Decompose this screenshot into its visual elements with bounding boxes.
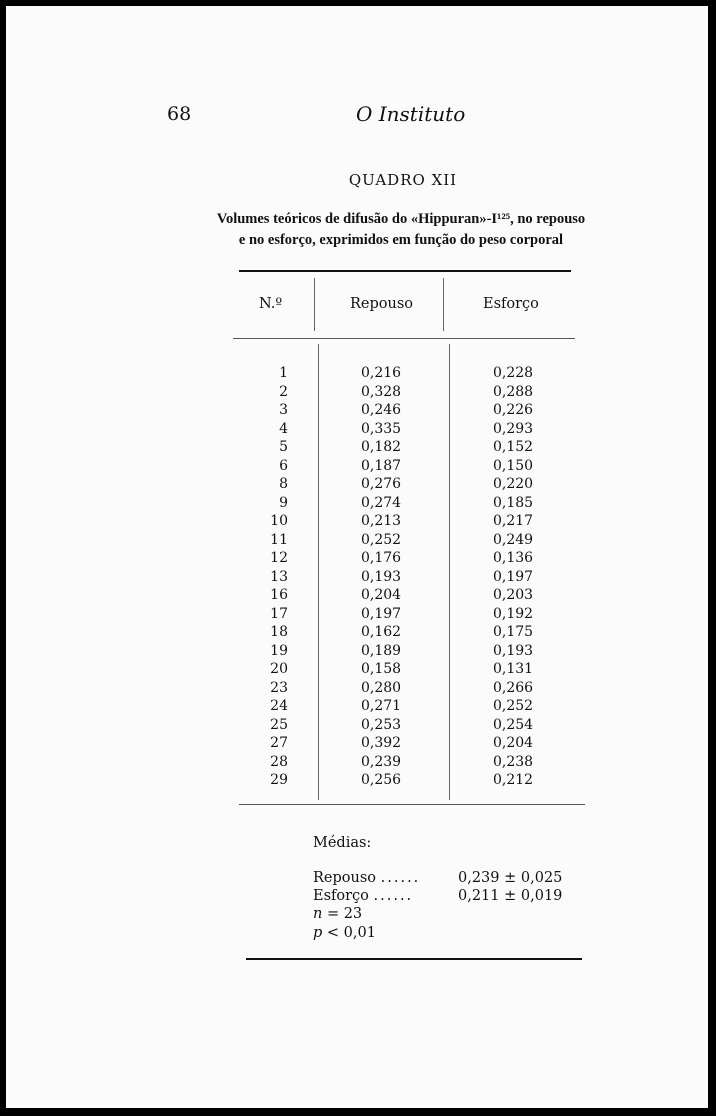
table-row [6, 734, 708, 753]
page-number: 68 [167, 103, 192, 125]
row-number: 5 [279, 439, 288, 455]
row-number: 9 [279, 494, 288, 511]
esforco-value: 0,203 [493, 587, 534, 603]
repouso-value: 0,239 [361, 753, 402, 770]
esforco-value: 0,136 [493, 550, 534, 566]
row-number: 25 [270, 716, 288, 733]
row-number: 27 [270, 735, 288, 751]
row-number: 23 [270, 679, 288, 696]
running-header: O Instituto [356, 102, 466, 126]
repouso-value: 0,197 [361, 605, 402, 622]
esforco-value: 0,131 [493, 661, 534, 677]
esforco-value: 0,266 [493, 679, 534, 696]
esforco-value: 0,193 [493, 642, 534, 659]
table-header-rule [233, 338, 575, 339]
table-row [6, 586, 708, 605]
mean-repouso-label: Repouso [313, 870, 377, 886]
esforco-value: 0,249 [493, 531, 534, 548]
row-number: 1 [279, 365, 288, 381]
row-number: 19 [270, 642, 288, 659]
esforco-value: 0,288 [493, 383, 534, 400]
repouso-value: 0,335 [361, 420, 402, 437]
table-row [6, 679, 708, 698]
table-row [6, 549, 708, 568]
table-row [6, 420, 708, 439]
esforco-value: 0,217 [493, 513, 534, 529]
repouso-value: 0,189 [361, 642, 402, 659]
row-number: 16 [270, 587, 288, 603]
mean-esforco-label: Esforço [313, 888, 369, 904]
caption-line-1: Volumes teóricos de difusão do «Hippuran»-I¹²⁵, no repouso [216, 211, 586, 227]
document-page [6, 6, 708, 1108]
esforco-value: 0,152 [493, 439, 534, 455]
n-symbol: n [313, 906, 323, 922]
sample-size [313, 905, 362, 923]
table-row [6, 605, 708, 624]
table-row [6, 642, 708, 661]
header-divider-2 [443, 278, 444, 331]
esforco-value: 0,192 [493, 605, 534, 622]
column-header-esforco: Esforço [483, 296, 539, 312]
repouso-value: 0,392 [361, 735, 402, 751]
p-value [313, 924, 376, 942]
repouso-value: 0,256 [361, 772, 402, 788]
table-row [6, 383, 708, 402]
esforco-value: 0,197 [493, 568, 534, 585]
repouso-value: 0,216 [361, 365, 402, 381]
repouso-value: 0,158 [361, 661, 402, 677]
esforco-value: 0,293 [493, 420, 534, 437]
table-row [6, 771, 708, 790]
repouso-value: 0,182 [361, 439, 402, 455]
esforco-value: 0,238 [493, 753, 534, 770]
repouso-value: 0,253 [361, 716, 402, 733]
row-number: 11 [270, 531, 288, 548]
esforco-value: 0,228 [493, 365, 534, 381]
repouso-value: 0,246 [361, 402, 402, 418]
n-value: = 23 [326, 906, 363, 922]
table-bottom-rule [239, 804, 585, 805]
esforco-value: 0,185 [493, 494, 534, 511]
row-number: 17 [270, 605, 288, 622]
table-body [6, 364, 708, 790]
table-row [6, 457, 708, 476]
row-number: 28 [270, 753, 288, 770]
leader-dots: ...... [373, 888, 414, 904]
mean-repouso-value: 0,239 ± 0,025 [458, 870, 563, 886]
table-row [6, 512, 708, 531]
esforco-value: 0,252 [493, 698, 534, 714]
mean-repouso [313, 869, 563, 887]
repouso-value: 0,204 [361, 587, 402, 603]
p-symbol: p [313, 925, 323, 941]
row-number: 10 [270, 513, 288, 529]
repouso-value: 0,274 [361, 494, 402, 511]
column-header-repouso: Repouso [350, 296, 414, 312]
esforco-value: 0,226 [493, 402, 534, 418]
esforco-value: 0,204 [493, 735, 534, 751]
table-row [6, 438, 708, 457]
table-row [6, 531, 708, 550]
row-number: 2 [279, 383, 288, 400]
mean-esforco [313, 887, 563, 905]
column-header-number: N.º [259, 296, 283, 312]
table-row [6, 660, 708, 679]
table-row [6, 494, 708, 513]
esforco-value: 0,150 [493, 457, 534, 474]
table-row [6, 697, 708, 716]
row-number: 6 [279, 457, 288, 474]
repouso-value: 0,187 [361, 457, 402, 474]
table-row [6, 475, 708, 494]
esforco-value: 0,220 [493, 476, 534, 492]
repouso-value: 0,276 [361, 476, 402, 492]
row-number: 29 [270, 772, 288, 788]
repouso-value: 0,252 [361, 531, 402, 548]
row-number: 24 [270, 698, 288, 714]
table-row [6, 568, 708, 587]
esforco-value: 0,212 [493, 772, 534, 788]
esforco-value: 0,254 [493, 716, 534, 733]
row-number: 8 [279, 476, 288, 492]
row-number: 18 [270, 624, 288, 640]
repouso-value: 0,271 [361, 698, 402, 714]
mean-esforco-value: 0,211 ± 0,019 [458, 888, 563, 904]
closing-rule [246, 958, 582, 960]
table-row [6, 364, 708, 383]
caption-line-2: e no esforço, exprimidos em função do peso corporal [238, 232, 564, 248]
repouso-value: 0,213 [361, 513, 402, 529]
repouso-value: 0,176 [361, 550, 402, 566]
esforco-value: 0,175 [493, 624, 534, 640]
leader-dots: ...... [380, 870, 421, 886]
p-value-text: < 0,01 [326, 925, 376, 941]
row-number: 12 [270, 550, 288, 566]
table-title: QUADRO XII [348, 171, 458, 189]
table-row [6, 716, 708, 735]
table-row [6, 753, 708, 772]
table-top-rule [239, 270, 571, 272]
repouso-value: 0,328 [361, 383, 402, 400]
table-row [6, 401, 708, 420]
row-number: 13 [270, 568, 288, 585]
repouso-value: 0,280 [361, 679, 402, 696]
row-number: 4 [279, 420, 288, 437]
header-divider-1 [314, 278, 315, 331]
row-number: 20 [270, 661, 288, 677]
repouso-value: 0,193 [361, 568, 402, 585]
table-row [6, 623, 708, 642]
row-number: 3 [279, 402, 288, 418]
table-caption [196, 209, 606, 251]
repouso-value: 0,162 [361, 624, 402, 640]
means-label: Médias: [313, 835, 372, 851]
